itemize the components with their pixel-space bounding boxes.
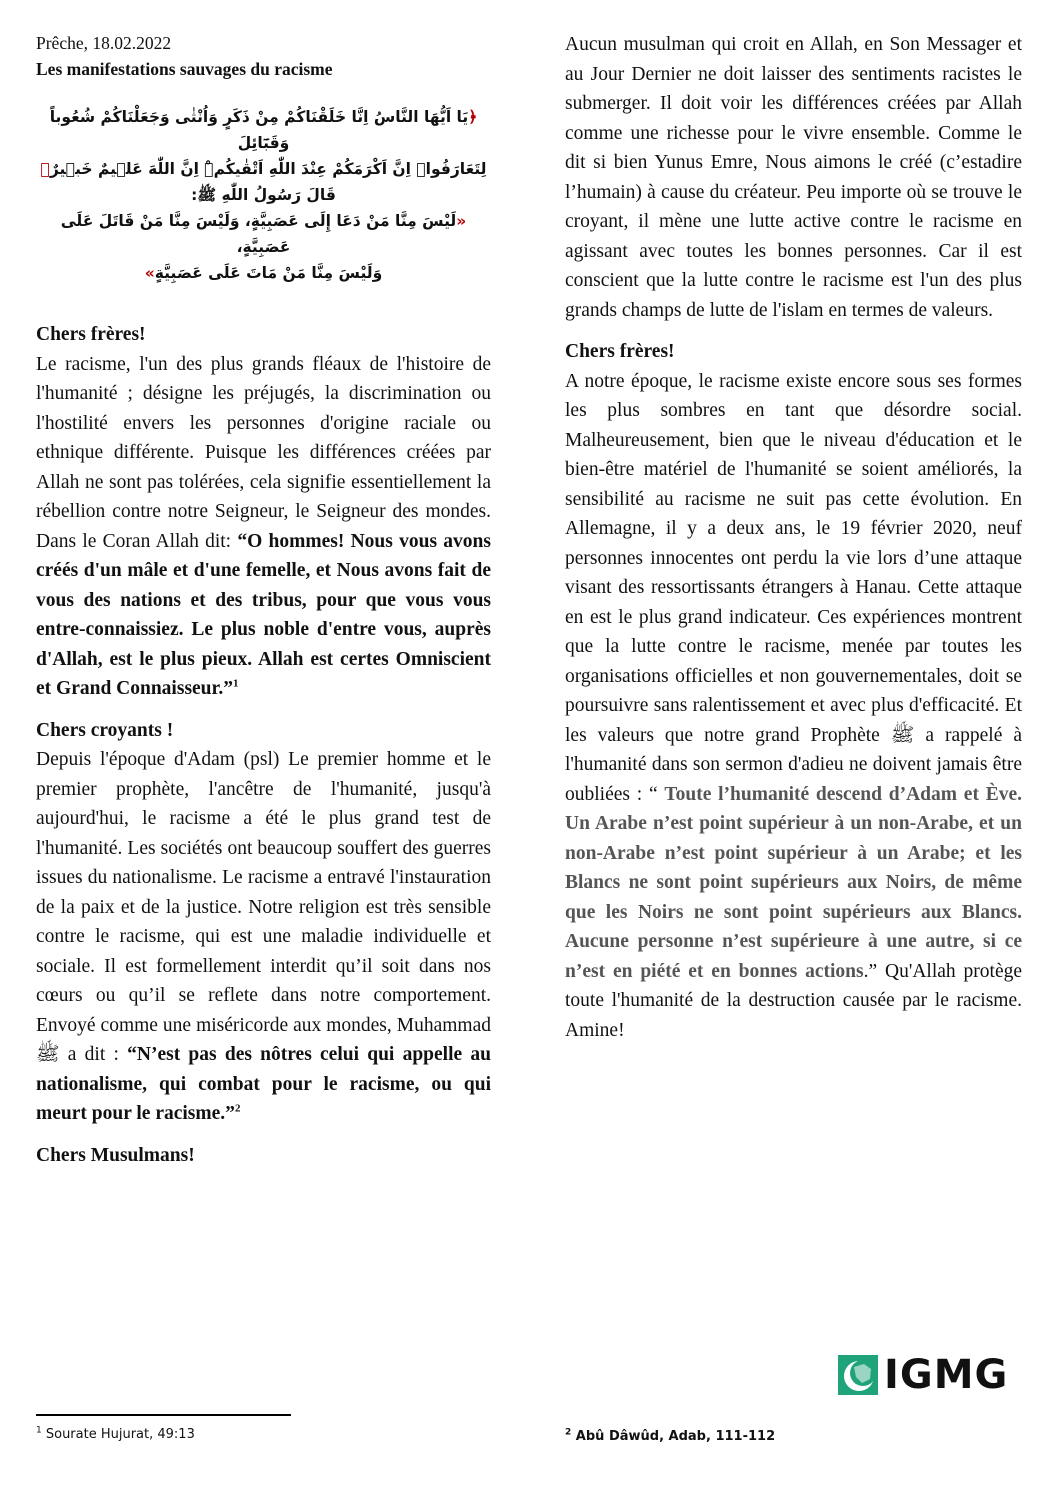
heading-chers-musulmans: Chers Musulmans!: [36, 1144, 195, 1166]
arabic-verse-line-2: لِتَعَارَفُواۜ اِنَّ اَكْرَمَكُمْ عِنْدَ اللّٰهِ اَتْقٰيكُمْۜ اِنَّ اللّٰهَ عَل۪يمٌ خَب۪يرٌ﴾: [40, 160, 487, 178]
hadith-line-1: «لَيْسَ مِنَّا مَنْ دَعَا إِلَى عَصَبِيَّةٍ، وَلَيْسَ مِنَّا مَنْ قَاتَلَ عَلَى عَصَبِيَّةٍ،: [60, 212, 467, 256]
hadith-quote: “N’est pas des nôtres celui qui appelle au nationalisme, qui combat pour le racisme, ou qui meurt pour le racisme.”: [36, 1044, 491, 1124]
arabic-verse-line-1: ﴿يَا اَيُّهَا النَّاسُ اِنَّا خَلَقْنَاكُمْ مِنْ ذَكَرٍ وَاُنْثٰى وَجَعَلْنَاكُمْ شُعُوباً وَقَبَٓائِلَ: [49, 108, 478, 152]
right-column: [565, 30, 1022, 1045]
footnote-ref-2: 2: [234, 1102, 241, 1115]
footnote-2: $^2$ Abû Dâwûd, Adab, 111-112: [565, 1427, 776, 1444]
heading-chers-freres: Chers frères!: [36, 324, 146, 345]
hadith-line-2: وَلَيْسَ مِنَّا مَنْ مَاتَ عَلَى عَصَبِيَّةٍ»: [144, 264, 383, 282]
crescent-globe-icon: [838, 1355, 878, 1395]
sermon-title: Les manifestations sauvages du racisme: [36, 59, 333, 79]
heading-chers-freres-2: Chers frères!: [565, 341, 675, 362]
logo-text: IGMG: [884, 1352, 1009, 1398]
arabic-verse-block: [36, 104, 491, 286]
ornate-bracket-open: ﴿: [468, 108, 478, 126]
paragraph-2: Depuis l'époque d'Adam (psl) Le premier homme et le premier prophète, l'ancêtre de l'humanité, jusqu'à aujourd'hui, le racisme a été le plus grand test de l'humanité. Les sociétés ont beaucoup souffert des guerres issues du nationalisme. Le racisme a entravé l'instauration de la paix et de la justice. Notre religion est très sensible contre le racisme, qui est une maladie individuelle et sociale. Il est formellement interdit qu’il soit dans nos cœurs ou qu’il se reflete dans notre comportement. Envoyé comme une miséricorde aux mondes, Muhammad ﷺ a dit : “N’est pas des nôtres celui qui appelle au nationalisme, qui combat pour le racisme, ou qui meurt pour le racisme.”$^2$: [36, 749, 491, 1124]
quran-quote: “O hommes! Nous vous avons créés d'un mâle et d'une femelle, et Nous avons fait de vous des nations et des tribus, pour que vous vous entre-connaissiez. Le plus noble d'entre vous, auprès d'Allah, est le plus pieux. Allah est certes Omniscient et Grand Connaisseur.”: [36, 530, 491, 699]
footnote-1: $^1$ Sourate Hujurat, 49:13: [36, 1425, 195, 1442]
igmg-logo: [838, 1352, 1020, 1398]
hadith-intro: قَالَ رَسُولُ اللّٰهِ ﷺ:: [191, 186, 336, 204]
ornate-bracket-close: ﴾: [40, 160, 50, 178]
paragraph-1: Le racisme, l'un des plus grands fléaux de l'histoire de l'humanité ; désigne les préjugés, la discrimination ou l'hostilité envers les personnes d'origine raciale ou ethnique différente. Puisque les différences créées par Allah ne sont pas tolérées, cela signifie essentiellement la rébellion contre notre Seigneur, le Seigneur des mondes. Dans le Coran Allah dit: “O hommes! Nous vous avons créés d'un mâle et d'une femelle, et Nous avons fait de vous des nations et des tribus, pour que vous vous entre-connaissiez. Le plus noble d'entre vous, auprès d'Allah, est le plus pieux. Allah est certes Omniscient et Grand Connaisseur.”$^1$: [36, 353, 491, 699]
paragraph-3: Aucun musulman qui croit en Allah, en Son Messager et au Jour Dernier ne doit laisser des sentiments racistes le submerger. Il doit voir les différences créées par Allah comme une richesse pour le vivre ensemble. Comme le dit si bien Yunus Emre, Nous aimons le créé (c’estadire l’humain) à cause du créateur. Peu importe où se trouve le croyant, il mène une lutte active contre le racisme en agissant avec toutes les bonnes personnes. Car il est conscient que la lutte contre le racisme est l'un des plus grands champs de lutte de l'islam en termes de valeurs.: [565, 34, 1022, 321]
footnote-ref-1: 1: [233, 677, 239, 690]
farewell-sermon-quote: Toute l’humanité descend d’Adam et Ève. Un Arabe n’est point supérieur à un non-Arabe, et un non-Arabe n’est point supérieur à un Arabe; et les Blancs ne sont point supérieurs aux Noirs, de même que les Noirs ne sont point supérieurs aux Blancs. Aucune personne n’est supérieure à une autre, si ce n’est en piété et en bonnes actions: [565, 783, 1023, 982]
left-column: [36, 30, 491, 1170]
sermon-date: Prêche, 18.02.2022: [36, 33, 172, 53]
heading-chers-croyants: Chers croyants !: [36, 719, 174, 741]
paragraph-4: A notre époque, le racisme existe encore sous ses formes les plus sombres en tant que désordre social. Malheureusement, bien que le niveau d'éducation et le bien-être matériel de l'humanité se soient améliorés, la sensibilité au racisme ne suit pas cette évolution. En Allemagne, il y a deux ans, le 19 février 2020, neuf personnes innocentes ont perdu la vie lors d’une attaque visant des ressortissants étrangers à Hanau. Cette attaque en est le plus grand indicateur. Ces expériences montrent que la lutte contre le racisme, menée par toutes les organisations officielles et non gouvernementales, doit se poursuivre sans ralentissement et avec plus d'efficacité. Et les valeurs que notre grand Prophète ﷺ a rappelé à l'humanité dans son sermon d'adieu ne doivent jamais être oubliées : “ Toute l’humanité descend d’Adam et Ève. Un Arabe n’est point supérieur à un non-Arabe, et un non-Arabe n’est point supérieur à un Arabe; et les Blancs ne sont point supérieurs aux Noirs, de même que les Noirs ne sont point supérieurs aux Blancs. Aucune personne n’est supérieure à une autre, si ce n’est en piété et en bonnes actions.” Qu'Allah protège toute l'humanité de la destruction causée par le racisme. Amine!: [565, 370, 1023, 1041]
guillemet-open: «: [456, 212, 467, 230]
footnote-divider: [36, 1414, 291, 1416]
guillemet-close: »: [144, 264, 155, 282]
